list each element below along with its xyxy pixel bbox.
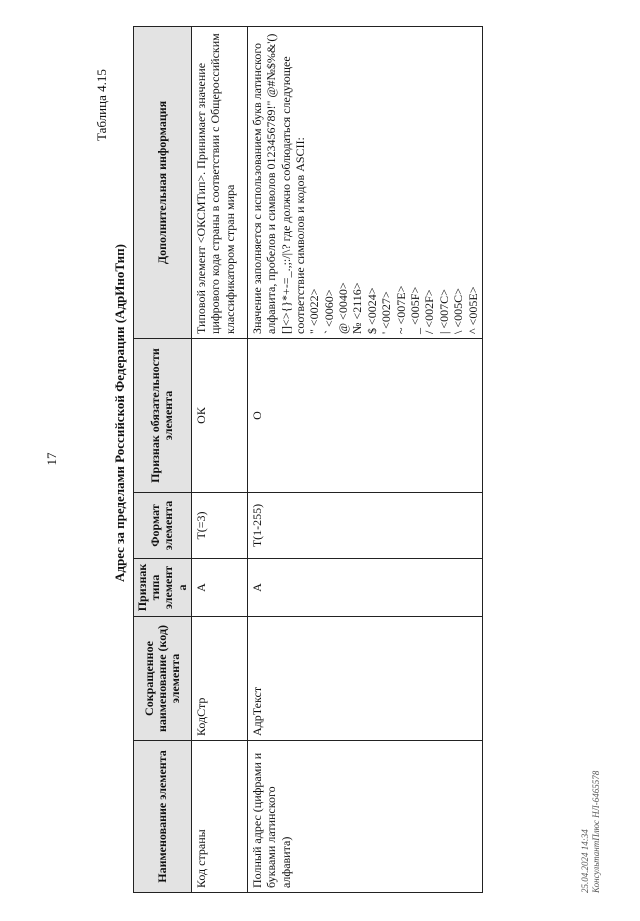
ascii-code-item: ^ <005E> [465,286,480,334]
cell-required: О [247,339,482,493]
cell-format: T(1-255) [247,493,482,559]
header-element-code: Сокращенное наименование (код) элемента [134,617,192,741]
info-text: Типовой элемент <ОКСМТип>. Принимает значение цифрового кода страны в соответствии с Общероссийским классификатором стран мира [193,33,237,334]
header-element-required: Признак обязательности элемента [134,339,192,493]
ascii-code-item: | <007C> [436,289,451,334]
table-row [247,27,482,893]
cell-type: А [191,559,247,617]
table-number: Таблица 4.15 [94,69,109,141]
cell-info [247,27,482,339]
cell-info [191,27,247,339]
cell-code: АдрТекст [247,617,482,741]
table-caption: Адрес за пределами Российской Федерации (АдрИноТип) [112,244,127,582]
element-table [133,26,483,893]
stamp-source: КонсультантПлюс НЛ-6465578 [590,770,601,893]
info-text: Значение заполняется с использованием букв латинского алфавита, пробелов и символов 0123456789!" @#№$%&'()[]<>{}*+-=_.,;:/|\? где должно соблюдаться следующее соответствие символов и кодов ASCII: [249,33,307,334]
header-element-format: Формат элемента [134,493,192,559]
ascii-code-list [307,31,480,334]
cell-type: А [247,559,482,617]
table-row [191,27,247,893]
header-element-type: Признак типа элемента [134,559,192,617]
cell-name: Код страны [191,741,247,893]
print-stamp [580,771,602,893]
ascii-code-item: " <0022> [307,288,322,334]
ascii-code-item: ` <0060> [321,289,336,334]
cell-code: КодСтр [191,617,247,741]
stamp-date: 25.04.2024 14:34 [580,829,590,893]
ascii-code-item: / <002F> [422,289,437,334]
header-element-name: Наименование элемента [134,741,192,893]
header-additional-info: Дополнительная информация [134,27,192,339]
ascii-code-item: @ <0040> [336,282,351,334]
ascii-code-item: ~ <007E> [393,285,408,334]
ascii-code-item: \ <005C> [451,288,466,334]
cell-format: T(=3) [191,493,247,559]
ascii-code-item: № <2116> [350,282,365,334]
ascii-code-item: ' <0027> [379,291,394,334]
table-header-row [134,27,192,893]
ascii-code-item: _ <005F> [408,286,423,334]
cell-name: Полный адрес (цифрами и буквами латинского алфавита) [247,741,482,893]
cell-required: ОК [191,339,247,493]
ascii-code-item: $ <0024> [364,287,379,334]
page-number: 17 [44,452,59,466]
